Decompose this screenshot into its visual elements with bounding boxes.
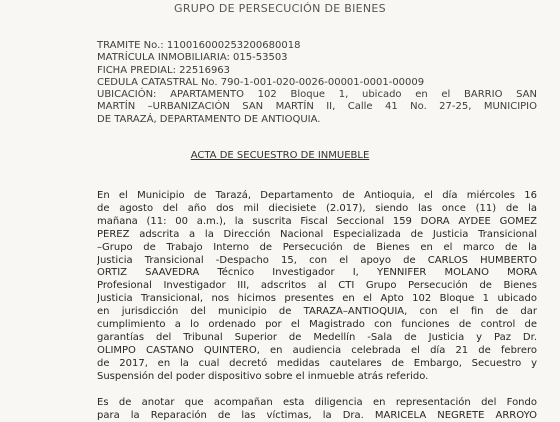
body-line: Profesional Investigador III, adscritos al CTI Grupo Persecución de Bienes	[97, 280, 537, 293]
body-line: para la Reparación de las víctimas, la Dra. MARICELA NEGRETE ARROYO	[97, 410, 537, 422]
ubicacion-line-3: DE TARAZÁ, DEPARTAMENTO DE ANTIOQUIA.	[97, 114, 537, 126]
body-line: Justicia Transicional, nos hicimos presentes en el Apto 102 Bloque 1 ubicado	[97, 293, 537, 306]
body-line: de 2017, en la cual decretó medidas cautelares de Embargo, Secuestro y	[97, 358, 537, 371]
body-line: Justicia Transicional -Despacho 15, con el apoyo de CARLOS HUMBERTO	[97, 255, 537, 268]
paragraph-gap	[97, 384, 537, 397]
paragraph-1	[97, 190, 537, 384]
body-line: de agosto del año dos mil diecisiete (2.017), siendo las once (11) de la	[97, 203, 537, 216]
body-line: En el Municipio de Tarazá, Departamento de Antioquia, el día miércoles 16	[97, 190, 537, 203]
cedula-catastral-line: CEDULA CATASTRAL No. 790-1-001-020-0026-00001-0001-00009	[97, 77, 537, 89]
body-line: PÉREZ adscrita a la Dirección Nacional Especializada de Justicia Transicional	[97, 229, 537, 242]
matricula-line: MATRÍCULA INMOBILIARIA: 015-53503	[97, 52, 537, 64]
body-line: cumplimiento a lo ordenado por el Magistrado con funciones de control de	[97, 319, 537, 332]
ficha-predial-line: FICHA PREDIAL: 22516963	[97, 65, 537, 77]
case-metadata	[97, 40, 537, 126]
body-line: –Grupo de Trabajo Interno de Persecución de Bienes en el marco de la	[97, 242, 537, 255]
document-header: GRUPO DE PERSECUCIÓN DE BIENES	[0, 2, 560, 15]
ubicacion-line-1: UBICACIÓN: APARTAMENTO 102 Bloque 1, ubicado en el BARRIO SAN	[97, 89, 537, 101]
body-line: mañana (11: 00 a.m.), la suscrita Fiscal Seccional 159 DORA AYDEE GOMEZ	[97, 216, 537, 229]
document-body	[97, 190, 537, 422]
acta-title-text: ACTA DE SECUESTRO DE INMUEBLE	[191, 150, 370, 161]
tramite-line: TRAMITE No.: 110016000253200680018	[97, 40, 537, 52]
acta-title	[0, 150, 560, 161]
body-line: en jurisdicción del municipio de TARAZÁ–ANTIOQUIA, con el fin de dar	[97, 306, 537, 319]
body-line: OLIMPO CASTAÑO QUINTERO, en audiencia celebrada el día 21 de febrero	[97, 345, 537, 358]
body-line: garantías del Tribunal Superior de Medellín -Sala de Justicia y Paz Dr.	[97, 332, 537, 345]
paragraph-2	[97, 397, 537, 422]
body-line: ORTIZ SAAVEDRA Técnico Investigador I, YENNIFER MOLANO MORA	[97, 267, 537, 280]
body-line: Es de anotar que acompañan esta diligencia en representación del Fondo	[97, 397, 537, 410]
body-line: Suspensión del poder dispositivo sobre el inmueble atrás referido.	[97, 371, 537, 384]
ubicacion-line-2: MARTÍN –URBANIZACIÓN SAN MARTÍN II, Calle 41 No. 27-25, MUNICIPIO	[97, 101, 537, 113]
